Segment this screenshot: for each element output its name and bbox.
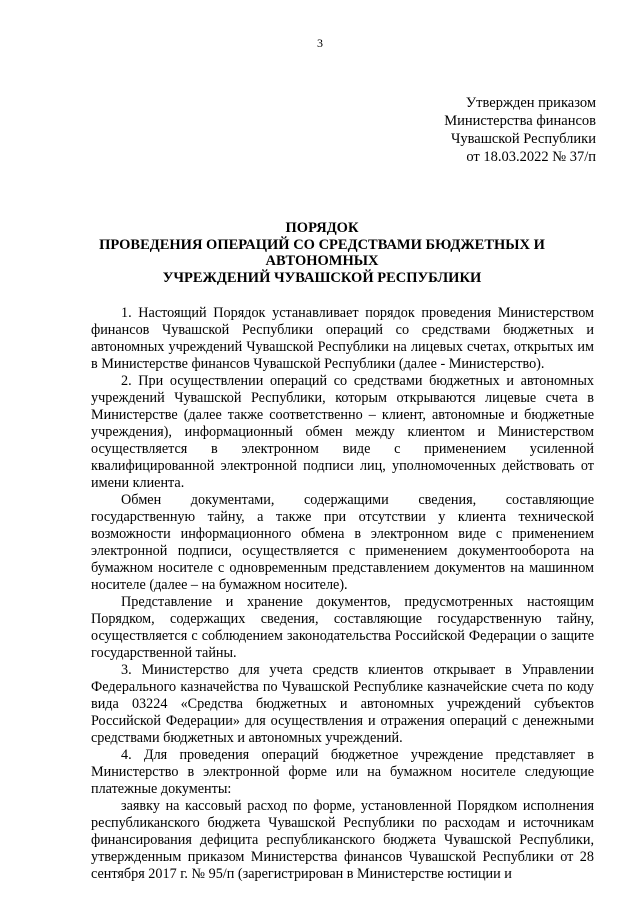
paragraph: Представление и хранение документов, предусмотренных настоящим Порядком, содержащих сведения, составляющие государственную тайну, осуществляется с соблюдением законодательства Российской Федерации о защите государственной тайны. xyxy=(91,594,594,661)
approval-date-line: от 18.03.2022 № 37/п xyxy=(466,149,596,165)
title-line: АВТОНОМНЫХ xyxy=(265,253,379,269)
approval-line: Министерства финансов xyxy=(444,113,596,129)
document-body xyxy=(91,305,594,883)
approval-stamp xyxy=(444,94,596,166)
paragraph: 1. Настоящий Порядок устанавливает порядок проведения Министерством финансов Чувашской Республики операций со средствами бюджетных и автономных учреждений Чувашской Республики на лицевых счетах, открытых им в Министерстве финансов Чувашской Республики (далее - Министерство). xyxy=(91,305,594,372)
page-number: 3 xyxy=(317,36,323,50)
paragraph: заявку на кассовый расход по форме, установленной Порядком исполнения республиканского бюджета Чувашской Республики по расходам и источникам финансирования дефицита республиканского бюджета Чувашской Республики, утвержденным приказом Министерства финансов Чувашской Республики от 28 сентября 2017 г. № 95/п (зарегистрирован в Министерстве юстиции и xyxy=(91,798,594,882)
paragraph: 2. При осуществлении операций со средствами бюджетных и автономных учреждений Чувашской Республики, которым открываются лицевые счета в Министерстве (далее также соответственно – клиент, автономные и бюджетные учреждения), информационный обмен между клиентом и Министерством осуществляется в электронном виде с применением усиленной квалифицированной электронной подписи лиц, уполномоченных действовать от имени клиента. xyxy=(91,373,594,491)
approval-line: Чувашской Республики xyxy=(450,131,596,147)
approval-line: Утвержден приказом xyxy=(465,95,596,111)
paragraph: Обмен документами, содержащими сведения, составляющие государственную тайну, а также при отсутствии у клиента технической возможности информационного обмена в электронном виде с применением электронной подписи, осуществляется с применением документооборота на бумажном носителе с одновременным представлением документов на машинном носителе (далее – на бумажном носителе). xyxy=(91,492,594,593)
title-line: УЧРЕЖДЕНИЙ ЧУВАШСКОЙ РЕСПУБЛИКИ xyxy=(162,269,482,286)
paragraph: 3. Министерство для учета средств клиентов открывает в Управлении Федерального казначейства по Чувашской Республике казначейские счета по коду вида 03224 «Средства бюджетных и автономных учреждений субъектов Российской Федерации» для осуществления и отражения операций с денежными средствами бюджетных и автономных учреждений. xyxy=(91,662,594,746)
title-line: ПОРЯДОК xyxy=(285,220,359,236)
document-title xyxy=(60,220,584,286)
paragraph: 4. Для проведения операций бюджетное учреждение представляет в Министерство в электронной форме или на бумажном носителе следующие платежные документы: xyxy=(91,747,594,797)
title-line: ПРОВЕДЕНИЯ ОПЕРАЦИЙ СО СРЕДСТВАМИ БЮДЖЕТНЫХ И xyxy=(99,236,545,253)
